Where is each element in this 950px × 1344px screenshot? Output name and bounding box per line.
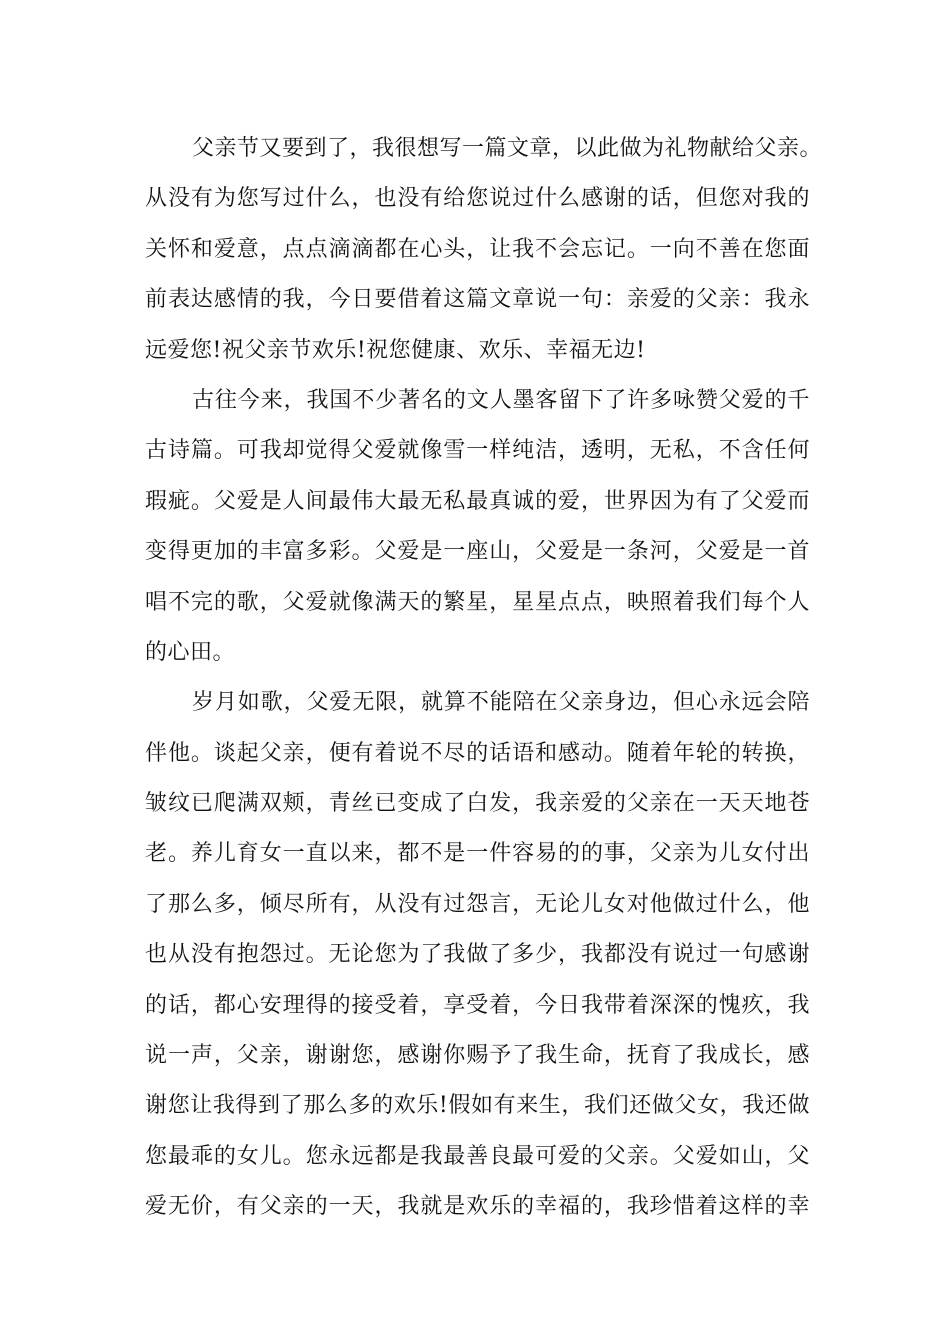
text-line: 变得更加的丰富多彩。父爱是一座山，父爱是一条河，父爱是一首 — [145, 539, 810, 565]
paragraph-3 — [145, 678, 810, 1232]
paragraph-1 — [145, 124, 823, 376]
essay-body — [145, 124, 823, 1233]
text-line: 远爱您!祝父亲节欢乐!祝您健康、欢乐、幸福无边! — [145, 337, 646, 363]
text-line: 说一声，父亲，谢谢您，感谢你赐予了我生命，抚育了我成长，感 — [145, 1043, 810, 1069]
text-line: 皱纹已爬满双颊，青丝已变成了白发，我亲爱的父亲在一天天地苍 — [145, 791, 810, 817]
text-line: 古往今来，我国不少著名的文人墨客留下了许多咏赞父爱的千 — [192, 387, 810, 413]
text-line: 从没有为您写过什么，也没有给您说过什么感谢的话，但您对我的 — [145, 186, 810, 212]
text-line: 的心田。 — [145, 639, 236, 665]
text-line: 的话，都心安理得的接受着，享受着，今日我带着深深的愧疚，我 — [145, 992, 810, 1018]
text-line: 前表达感情的我，今日要借着这篇文章说一句：亲爱的父亲：我永 — [145, 287, 810, 313]
text-line: 唱不完的歌，父爱就像满天的繁星，星星点点，映照着我们每个人 — [145, 589, 810, 615]
text-line: 爱无价，有父亲的一天，我就是欢乐的幸福的，我珍惜着这样的幸 — [145, 1194, 810, 1220]
text-line: 瑕疵。父爱是人间最伟大最无私最真诚的爱，世界因为有了父爱而 — [145, 488, 810, 514]
text-line: 岁月如歌，父爱无限，就算不能陪在父亲身边，但心永远会陪 — [192, 690, 810, 716]
text-line: 您最乖的女儿。您永远都是我最善良最可爱的父亲。父爱如山，父 — [145, 1143, 810, 1169]
text-line: 也从没有抱怨过。无论您为了我做了多少，我都没有说过一句感谢 — [145, 942, 810, 968]
text-line: 伴他。谈起父亲，便有着说不尽的话语和感动。随着年轮的转换， — [145, 740, 810, 766]
text-line: 谢您让我得到了那么多的欢乐!假如有来生，我们还做父女，我还做 — [145, 1093, 810, 1119]
text-line: 父亲节又要到了，我很想写一篇文章，以此做为礼物献给父亲。 — [192, 136, 823, 161]
text-line: 关怀和爱意，点点滴滴都在心头，让我不会忘记。一向不善在您面 — [145, 236, 810, 262]
text-line: 古诗篇。可我却觉得父爱就像雪一样纯洁，透明，无私，不含任何 — [145, 438, 810, 464]
text-line: 了那么多，倾尽所有，从没有过怨言，无论儿女对他做过什么，他 — [145, 891, 810, 917]
paragraph-2 — [145, 376, 810, 678]
text-line: 老。养儿育女一直以来，都不是一件容易的的事，父亲为儿女付出 — [145, 841, 810, 867]
